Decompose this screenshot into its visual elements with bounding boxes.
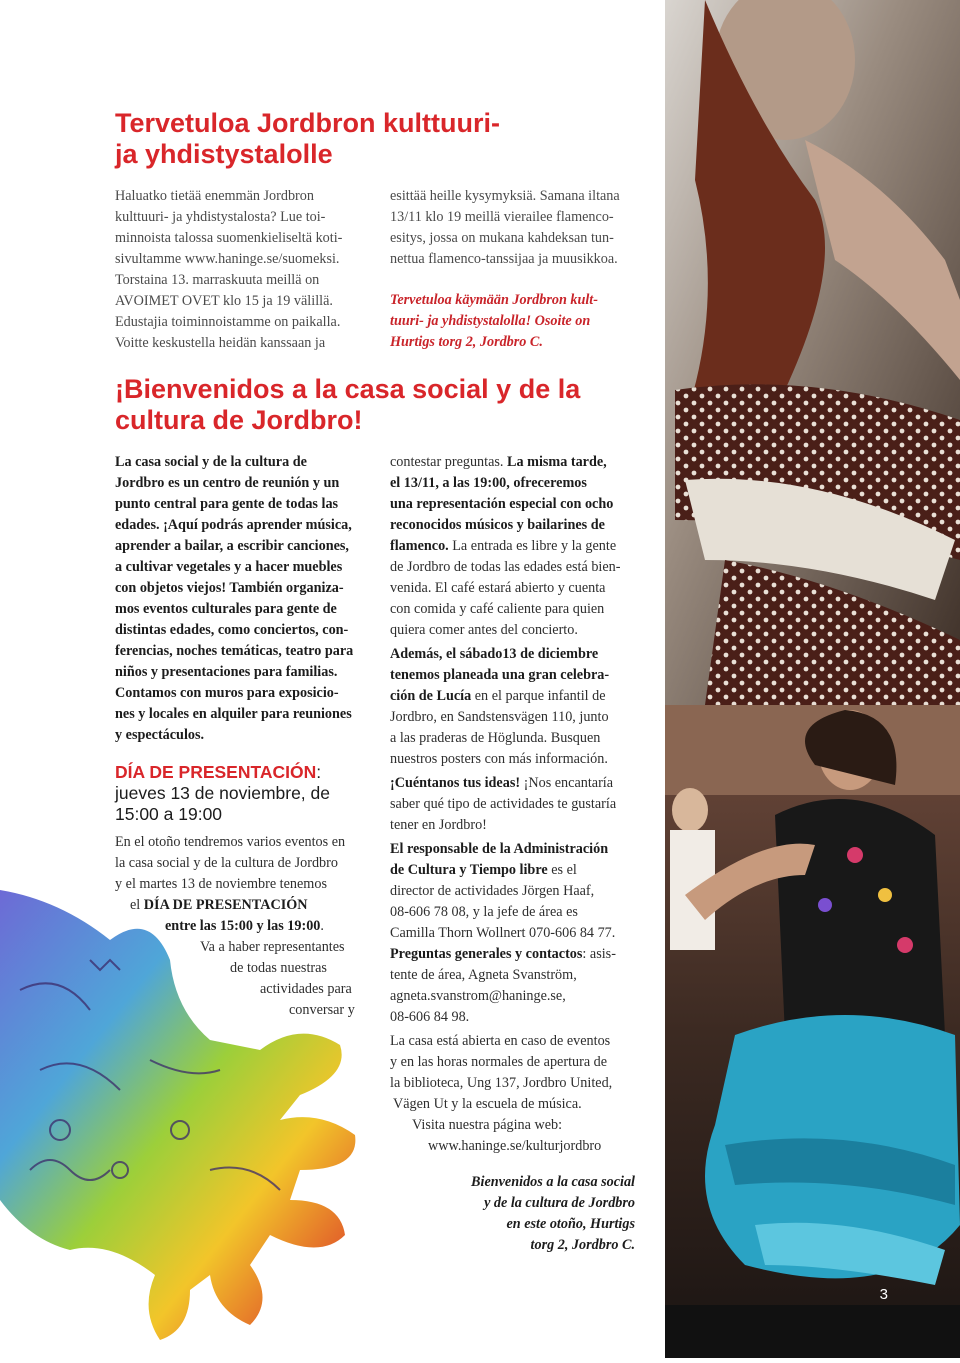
text-line: Haluatko tietää enemmän Jordbron xyxy=(115,188,314,204)
text-line: Bienvenidos a la casa social xyxy=(471,1174,635,1190)
text-line: Voitte keskustella heidän kanssaan ja xyxy=(115,335,326,351)
text-line: Tervetuloa käymään Jordbron kult- xyxy=(390,292,598,308)
autumn-paragraph xyxy=(115,832,385,1021)
text-line: una representación especial con ocho xyxy=(390,496,614,512)
text-fragment: el xyxy=(130,897,144,913)
text-line: 08-606 84 98. xyxy=(390,1009,470,1025)
text-line: quiera comer antes del concierto. xyxy=(390,622,578,638)
text-line: punto central para gente de todas las xyxy=(115,496,339,512)
text-line: la biblioteca, Ung 137, Jordbro United, xyxy=(390,1075,613,1091)
text-fragment: La entrada es libre y la gente xyxy=(448,538,617,554)
text-fragment: ¡Nos encantaría xyxy=(520,775,614,791)
text-line: kulttuuri- ja yhdistystalosta? Lue toi- xyxy=(115,209,326,225)
text-fragment: : asis- xyxy=(582,946,616,962)
text-line: y en las horas normales de apertura de xyxy=(390,1054,608,1070)
text-line: La casa social y de la cultura de xyxy=(115,454,307,470)
text-fragment: de Cultura y Tiempo libre xyxy=(390,862,548,878)
text-line: a las praderas de Höglunda. Busquen xyxy=(390,730,601,746)
text-line: La casa está abierta en caso de eventos xyxy=(390,1033,611,1049)
text-fragment: La misma tarde, xyxy=(507,454,607,470)
text-line: nes y locales en alquiler para reuniones xyxy=(115,706,352,722)
text-line: saber qué tipo de actividades te gustaría xyxy=(390,796,617,812)
text-line: y el martes 13 de noviembre tenemos xyxy=(115,876,327,892)
text-line: Hurtigs torg 2, Jordbro C. xyxy=(390,334,543,350)
text-line: y de la cultura de Jordbro xyxy=(484,1195,635,1211)
text-line: edades. ¡Aquí podrás aprender música, xyxy=(115,517,352,533)
presentation-day-date: jueves 13 de noviembre, de xyxy=(115,783,330,803)
spanish-title-line1: ¡Bienvenidos a la casa social y de la xyxy=(115,374,581,404)
presentation-day-label: DÍA DE PRESENTACIÓN xyxy=(115,762,317,782)
text-line: con comida y café caliente para quien xyxy=(390,601,605,617)
text-line: venida. El café estará abierto y cuenta xyxy=(390,580,606,596)
spanish-title-line2: cultura de Jordbro! xyxy=(115,405,363,435)
spanish-column-1 xyxy=(115,452,385,746)
text-line: actividades para xyxy=(260,981,352,997)
text-line: con objetos viejos! También organiza- xyxy=(115,580,344,596)
contact-email: agneta.svanstrom@haninge.se, xyxy=(390,988,566,1004)
text-fragment: en el parque infantil de xyxy=(471,688,606,704)
text-line: y espectáculos. xyxy=(115,727,205,743)
text-line: en este otoño, Hurtigs xyxy=(506,1216,635,1232)
closing-welcome xyxy=(380,1172,635,1256)
spanish-title xyxy=(115,374,675,436)
text-fragment: Preguntas generales y contactos xyxy=(390,946,583,962)
text-fragment: contestar preguntas. xyxy=(390,454,508,470)
text-fragment: DÍA DE PRESENTACIÓN xyxy=(143,897,308,913)
text-line: tenemos planeada una gran celebra- xyxy=(390,667,610,683)
text-line: Jordbro es un centro de reunión y un xyxy=(115,475,340,491)
finnish-column-1 xyxy=(115,186,385,354)
text-line: sivultamme www.haninge.se/suomeksi. xyxy=(115,251,340,267)
text-line: Torstaina 13. marraskuuta meillä on xyxy=(115,272,320,288)
text-line: distintas edades, como conciertos, con- xyxy=(115,622,349,638)
text-line: Camilla Thorn Wollnert 070-606 84 77. xyxy=(390,925,616,941)
text-fragment: ción de Lucía xyxy=(390,688,472,704)
text-fragment: es el xyxy=(547,862,577,878)
presentation-day-heading xyxy=(115,762,375,825)
text-line: niños y presentaciones para familias. xyxy=(115,664,338,680)
text-line: esitys, jossa on mukana kahdeksan tun- xyxy=(390,230,614,246)
text-line: Además, el sábado13 de diciembre xyxy=(390,646,599,662)
text-line: esittää heille kysymyksiä. Samana iltana xyxy=(390,188,620,204)
text-line: el 13/11, a las 19:00, ofreceremos xyxy=(390,475,587,491)
finnish-title xyxy=(115,108,585,170)
text-line: reconocidos músicos y bailarines de xyxy=(390,517,605,533)
text-line: En el otoño tendremos varios eventos en xyxy=(115,834,346,850)
finnish-title-line1: Tervetuloa Jordbron kulttuuri- xyxy=(115,108,501,138)
finnish-title-line2: ja yhdistystalolle xyxy=(115,139,333,169)
text-line: AVOIMET OVET klo 15 ja 19 välillä. xyxy=(115,293,333,309)
text-line: a cultivar vegetales y a hacer muebles xyxy=(115,559,343,575)
text-line: Jordbro, en Sandstensvägen 110, junto xyxy=(390,709,609,725)
presentation-day-colon: : xyxy=(316,762,322,782)
text-line: tener en Jordbro! xyxy=(390,817,487,833)
text-line: torg 2, Jordbro C. xyxy=(530,1237,635,1253)
text-line: conversar y xyxy=(289,1002,355,1018)
text-line: la casa social y de la cultura de Jordbro xyxy=(115,855,338,871)
presentation-day-time: 15:00 a 19:00 xyxy=(115,804,223,824)
text-line: aprender a bailar, a escribir canciones, xyxy=(115,538,349,554)
text-line: tente de área, Agneta Svanström, xyxy=(390,967,577,983)
text-fragment: ¡Cuéntanos tus ideas! xyxy=(390,775,521,791)
text-line: nuestros posters con más información. xyxy=(390,751,608,767)
flamenco-dancer-photo-top xyxy=(665,0,960,705)
text-line: 08-606 78 08, y la jefe de área es xyxy=(390,904,578,920)
text-line: Va a haber representantes xyxy=(200,939,345,955)
text-line: nettua flamenco-tanssijaa ja muusikkoa. xyxy=(390,251,618,267)
text-fragment: . xyxy=(320,918,324,934)
text-line: Contamos con muros para exposicio- xyxy=(115,685,339,701)
text-line: mos eventos culturales para gente de xyxy=(115,601,337,617)
text-line: ferencias, noches temáticas, teatro para xyxy=(115,643,354,659)
text-line: 13/11 klo 19 meillä vierailee flamenco- xyxy=(390,209,614,225)
text-fragment: entre las 15:00 y las 19:00 xyxy=(165,918,321,934)
text-line: de todas nuestras xyxy=(230,960,327,976)
text-line: Visita nuestra página web: xyxy=(412,1117,563,1133)
text-line: director de actividades Jörgen Haaf, xyxy=(390,883,595,899)
flamenco-dancer-photo-bottom xyxy=(665,705,960,1358)
text-line: Edustajia toiminnoistamme on paikalla. xyxy=(115,314,341,330)
text-line: El responsable de la Administración xyxy=(390,841,609,857)
text-line: de Jordbro de todas las edades está bien- xyxy=(390,559,621,575)
text-fragment: flamenco. xyxy=(390,538,449,554)
finnish-column-2 xyxy=(390,186,660,353)
website-url: www.haninge.se/kulturjordbro xyxy=(428,1138,602,1154)
spanish-column-2 xyxy=(390,452,650,1157)
text-line: tuuri- ja yhdistystalolla! Osoite on xyxy=(390,313,591,329)
page-number: 3 xyxy=(879,1286,888,1303)
text-line: minnoista talossa suomenkieliseltä koti- xyxy=(115,230,343,246)
text-line: Vägen Ut y la escuela de música. xyxy=(393,1096,582,1112)
